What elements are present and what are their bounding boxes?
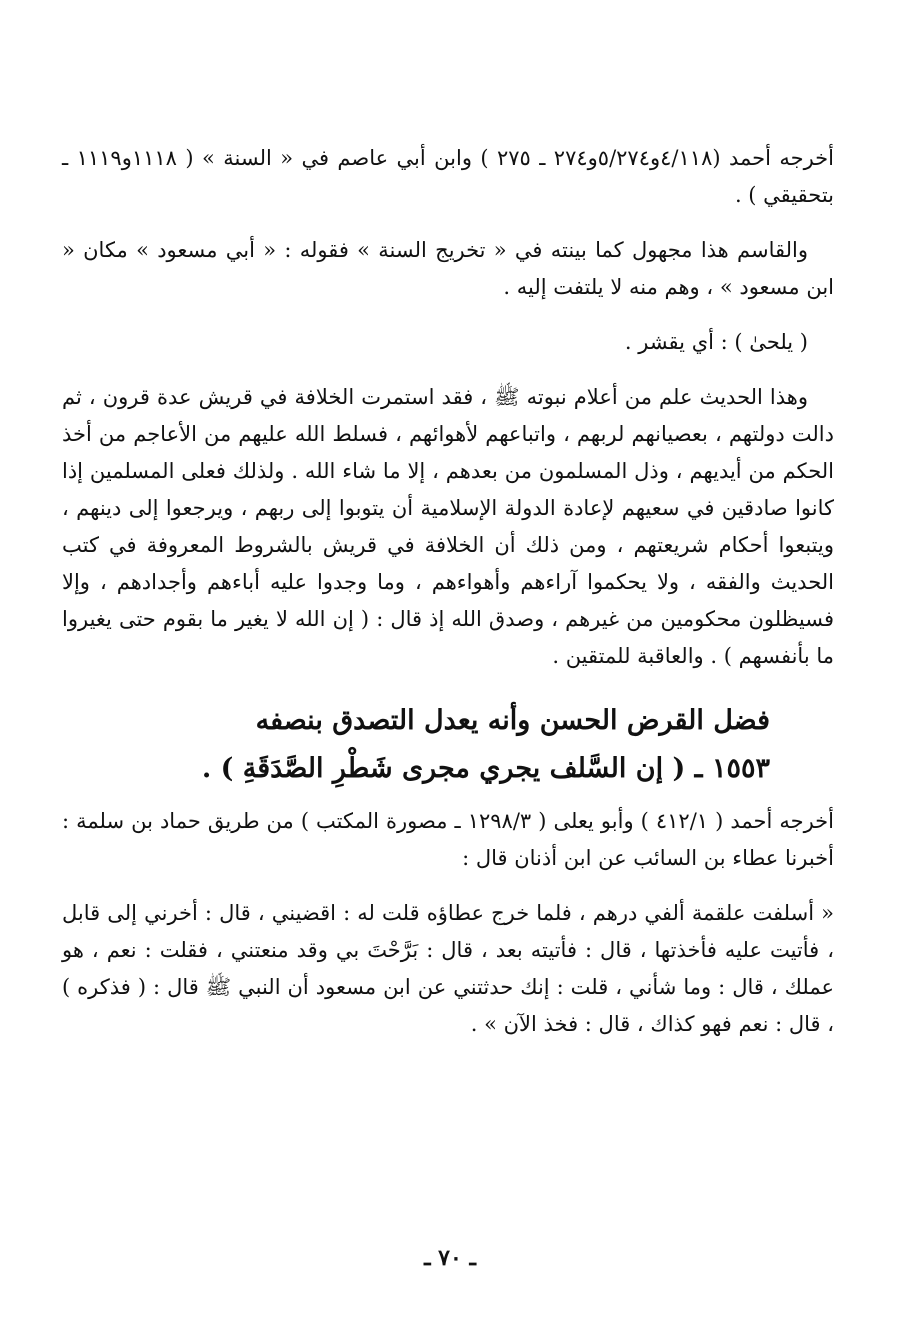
page-number: ـ ٧٠ ـ — [424, 1245, 476, 1271]
section-heading: فضل القرض الحسن وأنه يعدل التصدق بنصفه — [255, 705, 770, 736]
takhrij-paragraph-1: أخرجه أحمد (٤/١١٨و٥/٢٧٤و٢٧٤ ـ ٢٧٥ ) وابن أبي عاصم في « السنة » ( ١١١٨و١١١٩ ـ بتحقيقي ) . — [62, 146, 834, 207]
takhrij-paragraph-2: أخرجه أحمد ( ٤١٢/١ ) وأبو يعلى ( ١٢٩٨/٣ ـ مصورة المكتب ) من طريق حماد بن سلمة : أخبرنا عطاء بن السائب عن ابن أذنان قال : — [62, 809, 834, 870]
narration-paragraph: « أسلفت علقمة ألفي درهم ، فلما خرج عطاؤه قلت له : اقضيني ، قال : أخرني إلى قابل ، فأتيت عليه فأخذتها ، قال : فأتيته بعد ، قال : بَرَّحْتَ بي وقد منعتني ، فقلت : نعم ، هو عملك ، قال : وما شأني ، قلت : إنك حدثتني عن ابن مسعود أن النبي ﷺ قال : ( فذكره ) ، قال : نعم فهو كذاك ، قال : فخذ الآن » . — [62, 901, 834, 1036]
hadith-discussion-paragraph: وهذا الحديث علم من أعلام نبوته ﷺ ، فقد استمرت الخلافة في قريش عدة قرون ، ثم دالت دولتهم ، بعصيانهم لربهم ، واتباعهم لأهوائهم ، فسلط الله عليهم من الأعاجم من أخذ الحكم من أيديهم ، وذل المسلمون من بعدهم ، إلا ما شاء الله . ولذلك فعلى المسلمين إذا كانوا صادقين في سعيهم لإعادة الدولة الإسلامية أن يتوبوا إلى ربهم ، ويرجعوا إلى دينهم ، ويتبعوا أحكام شريعتهم ، ومن ذلك أن الخلافة في قريش بالشروط المعروفة في كتب الحديث والفقه ، ولا يحكموا آراءهم وأهواءهم ، وما وجدوا عليه أباءهم وأجدادهم ، وإلا فسيظلون محكومين من غيرهم ، وصدق الله إذ قال : ( إن الله لا يغير ما بقوم حتى يغيروا ما بأنفسهم ) . والعاقبة للمتقين . — [62, 385, 834, 668]
word-explanation: ( يلحىٰ ) : أي يقشر . — [624, 330, 808, 354]
commentary-paragraph: والقاسم هذا مجهول كما بينته في « تخريج السنة » فقوله : « أبي مسعود » مكان « ابن مسعود » ، وهم منه لا يلتفت إليه . — [62, 238, 834, 299]
page-content — [62, 140, 834, 1061]
hadith-title: ١٥٥٣ ـ ( إن السَّلف يجري مجرى شَطْرِ الصَّدَقَةِ ) . — [201, 753, 770, 784]
